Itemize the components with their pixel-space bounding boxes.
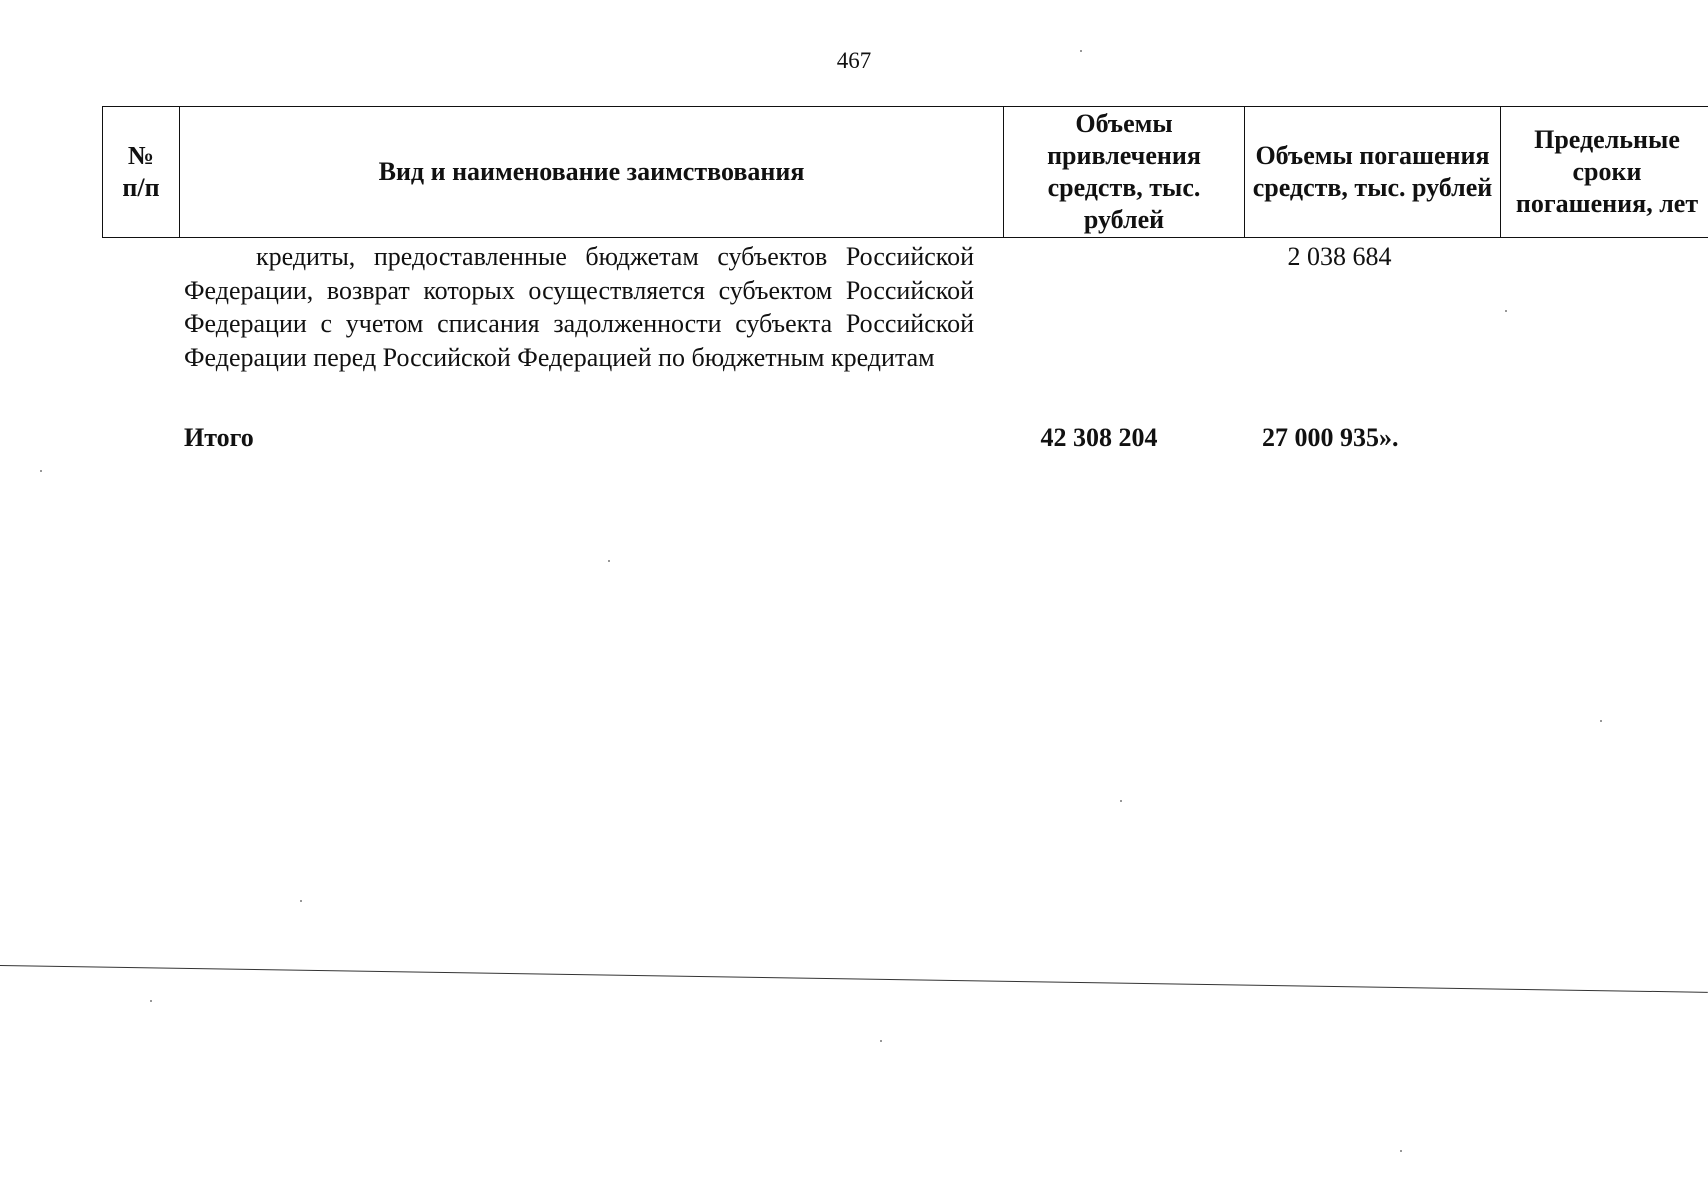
- scan-speck: [1505, 310, 1507, 312]
- total-attraction-value: 42 308 204: [1040, 423, 1158, 452]
- row-description: кредиты, предоставленные бюджетам субъектов Российской Федерации, возврат которых осуществляется субъектом Российской Федерации с учетом списания задолженности субъекта Российской Федерации перед Российской Федерацией по бюджетным кредитам: [184, 242, 974, 372]
- total-repayment-value: 27 000 935».: [1262, 423, 1399, 452]
- scan-speck: [1400, 1150, 1402, 1152]
- scan-fold-line: [0, 965, 1708, 993]
- scan-speck: [1600, 720, 1602, 722]
- header-repayment-term: Предельные сроки погашения, лет: [1501, 107, 1708, 238]
- scan-speck: [1120, 800, 1122, 802]
- page-number: 467: [836, 48, 872, 73]
- scan-speck: [150, 1000, 152, 1002]
- scan-speck: [40, 470, 42, 472]
- header-repayment-volume: Объемы погашения средств, тыс. рублей: [1245, 107, 1501, 238]
- header-row: [103, 107, 1708, 238]
- row-repayment-value: 2 038 684: [1287, 242, 1392, 271]
- header-num: № п/п: [103, 107, 180, 238]
- scan-speck: [608, 560, 610, 562]
- total-label: Итого: [184, 423, 254, 452]
- scan-speck: [300, 900, 302, 902]
- header-borrowing-type: Вид и наименование заимствования: [180, 107, 1004, 238]
- scan-speck: [1080, 50, 1082, 52]
- table-header: [102, 106, 1708, 238]
- scan-speck: [880, 1040, 882, 1042]
- header-attraction-volume: Объемы привлечения средств, тыс. рублей: [1004, 107, 1245, 238]
